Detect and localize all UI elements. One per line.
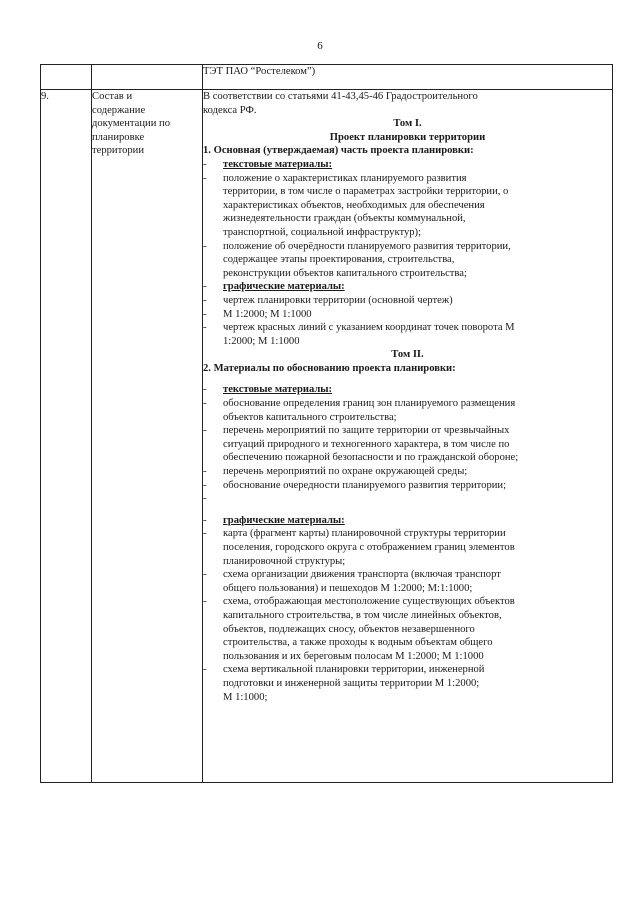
- list-item-line: пользования и их береговым полосам М 1:2000; М 1:1000: [223, 650, 484, 662]
- list-dash: -: [203, 514, 207, 526]
- list-item: [203, 424, 612, 465]
- list-item-line: подготовки и инженерной защиты территории М 1:2000;: [223, 677, 480, 689]
- row-title-line: Состав и: [92, 91, 133, 102]
- header-cell-text: ТЭТ ПАО “Ростелеком”): [203, 65, 613, 90]
- list-item-line: содержащее этапы проектирования, строительства,: [223, 254, 455, 266]
- row-title-line: содержание: [92, 104, 146, 116]
- list-item-line: чертеж планировки территории (основной чертеж): [223, 294, 453, 306]
- intro-line: В соответствии со статьями 41-43,45-46 Градостроительного: [203, 91, 478, 102]
- section-2-heading: 2. Материалы по обоснованию проекта планировки:: [203, 362, 456, 374]
- list-dash: -: [203, 528, 207, 540]
- list-item: [203, 663, 612, 704]
- list-item-line: перечень мероприятий по защите территории от чрезвычайных: [223, 425, 510, 437]
- list-item-line: обоснование очередности планируемого развития территории;: [223, 479, 507, 491]
- list-item: [203, 492, 612, 506]
- list-item-line: территории, в том числе о параметрах застройки территории, о: [223, 186, 509, 198]
- volume-1-label: Том I.: [393, 118, 422, 130]
- list-item-line: положение о характеристиках планируемого развития: [223, 172, 467, 184]
- list-item-line: строительства, а также проходы к водным объектам общего: [223, 637, 493, 649]
- list-dash: -: [203, 172, 207, 184]
- s2-graphic-heading: [203, 514, 612, 528]
- list-item-line: М 1:1000;: [223, 691, 268, 703]
- list-item-line: схема организации движения транспорта (включая транспорт: [223, 569, 501, 581]
- list-item-line: М 1:2000; М 1:1000: [223, 308, 312, 320]
- list-dash: -: [203, 281, 207, 293]
- documentation-table: [40, 64, 613, 783]
- list-dash: -: [203, 493, 207, 505]
- list-dash: -: [203, 308, 207, 320]
- spacer: [203, 506, 612, 514]
- list-item: [203, 465, 612, 479]
- header-cell-empty-1: [41, 65, 92, 90]
- row-content: [203, 90, 613, 783]
- row-title: [92, 90, 203, 783]
- table-header-row: [41, 65, 613, 90]
- list-dash: -: [203, 569, 207, 581]
- s2-text-heading: [203, 383, 612, 397]
- row-title-line: планировке: [92, 131, 145, 143]
- list-item-line: [223, 492, 612, 506]
- row-title-line: территории: [92, 145, 145, 157]
- list-dash: -: [203, 398, 207, 410]
- volume-1-title: Проект планировки территории: [329, 131, 486, 143]
- list-dash: -: [203, 322, 207, 334]
- s2-text-heading-text: текстовые материалы:: [223, 384, 333, 396]
- list-item: [203, 240, 612, 281]
- list-dash: -: [203, 479, 207, 491]
- page-number: 6: [317, 40, 323, 52]
- list-item-line: общего пользования) и пешеходов М 1:2000; М:1:1000;: [223, 582, 473, 594]
- list-item-line: обоснование определения границ зон планируемого размещения: [223, 398, 516, 410]
- list-item-line: чертеж красных линий с указанием координат точек поворота М: [223, 322, 515, 334]
- volume-2-label: Том II.: [391, 349, 424, 361]
- list-item: [203, 294, 612, 308]
- list-item-line: характеристиках объектов, необходимых для обеспечения: [223, 199, 485, 211]
- s2-graphic-heading-text: графические материалы:: [223, 514, 345, 526]
- list-item: [203, 527, 612, 568]
- list-item-line: положение об очерёдности планируемого развития территории,: [223, 240, 511, 252]
- list-dash: -: [203, 664, 207, 676]
- list-dash: -: [203, 158, 207, 170]
- s1-text-heading-text: текстовые материалы:: [223, 158, 333, 170]
- list-item: [203, 308, 612, 322]
- section-1-heading: 1. Основная (утверждаемая) часть проекта планировки:: [203, 145, 474, 157]
- list-item-line: объектов, подлежащих сносу, объектов незавершенного: [223, 623, 475, 635]
- list-item: [203, 172, 612, 240]
- list-item-line: перечень мероприятий по охране окружающей среды;: [223, 466, 468, 478]
- list-item-line: жизнедеятельности граждан (объекты коммунальной,: [223, 213, 466, 225]
- list-dash: -: [203, 596, 207, 608]
- list-item-line: объектов капитального строительства;: [223, 411, 397, 423]
- list-item: [203, 321, 612, 348]
- intro-line: кодекса РФ.: [203, 104, 257, 116]
- list-item-line: поселения, городского округа с отображением границ элементов: [223, 542, 515, 553]
- list-item-line: схема, отображающая местоположение существующих объектов: [223, 596, 515, 608]
- table-row: [41, 90, 613, 783]
- list-dash: -: [203, 240, 207, 252]
- list-item-line: схема вертикальной планировки территории, инженерной: [223, 664, 485, 676]
- list-item-line: капитального строительства, в том числе линейных объектов,: [223, 609, 502, 621]
- list-item-line: транспортной, социальной инфраструктур);: [223, 226, 422, 238]
- s1-graphic-heading: [203, 280, 612, 294]
- s1-graphic-heading-text: графические материалы:: [223, 281, 345, 293]
- list-item: [203, 479, 612, 493]
- row-number: 9.: [41, 90, 92, 783]
- spacer: [203, 375, 612, 383]
- list-item-line: карта (фрагмент карты) планировочной структуры территории: [223, 528, 506, 540]
- list-item-line: планировочной структуры;: [223, 555, 346, 567]
- row-title-line: документации по: [92, 118, 170, 130]
- list-item-line: обеспечению пожарной безопасности и по гражданской обороне;: [223, 452, 519, 464]
- s1-text-heading: [203, 158, 612, 172]
- list-dash: -: [203, 294, 207, 306]
- header-cell-empty-2: [92, 65, 203, 90]
- list-item: [203, 568, 612, 595]
- list-dash: -: [203, 384, 207, 396]
- list-item: [203, 397, 612, 424]
- list-dash: -: [203, 425, 207, 437]
- list-item: [203, 595, 612, 663]
- list-item-line: 1:2000; М 1:1000: [223, 335, 300, 347]
- list-dash: -: [203, 466, 207, 478]
- list-item-line: реконструкции объектов капитального строительства;: [223, 267, 467, 279]
- list-item-line: ситуаций природного и техногенного характера, в том числе по: [223, 438, 510, 450]
